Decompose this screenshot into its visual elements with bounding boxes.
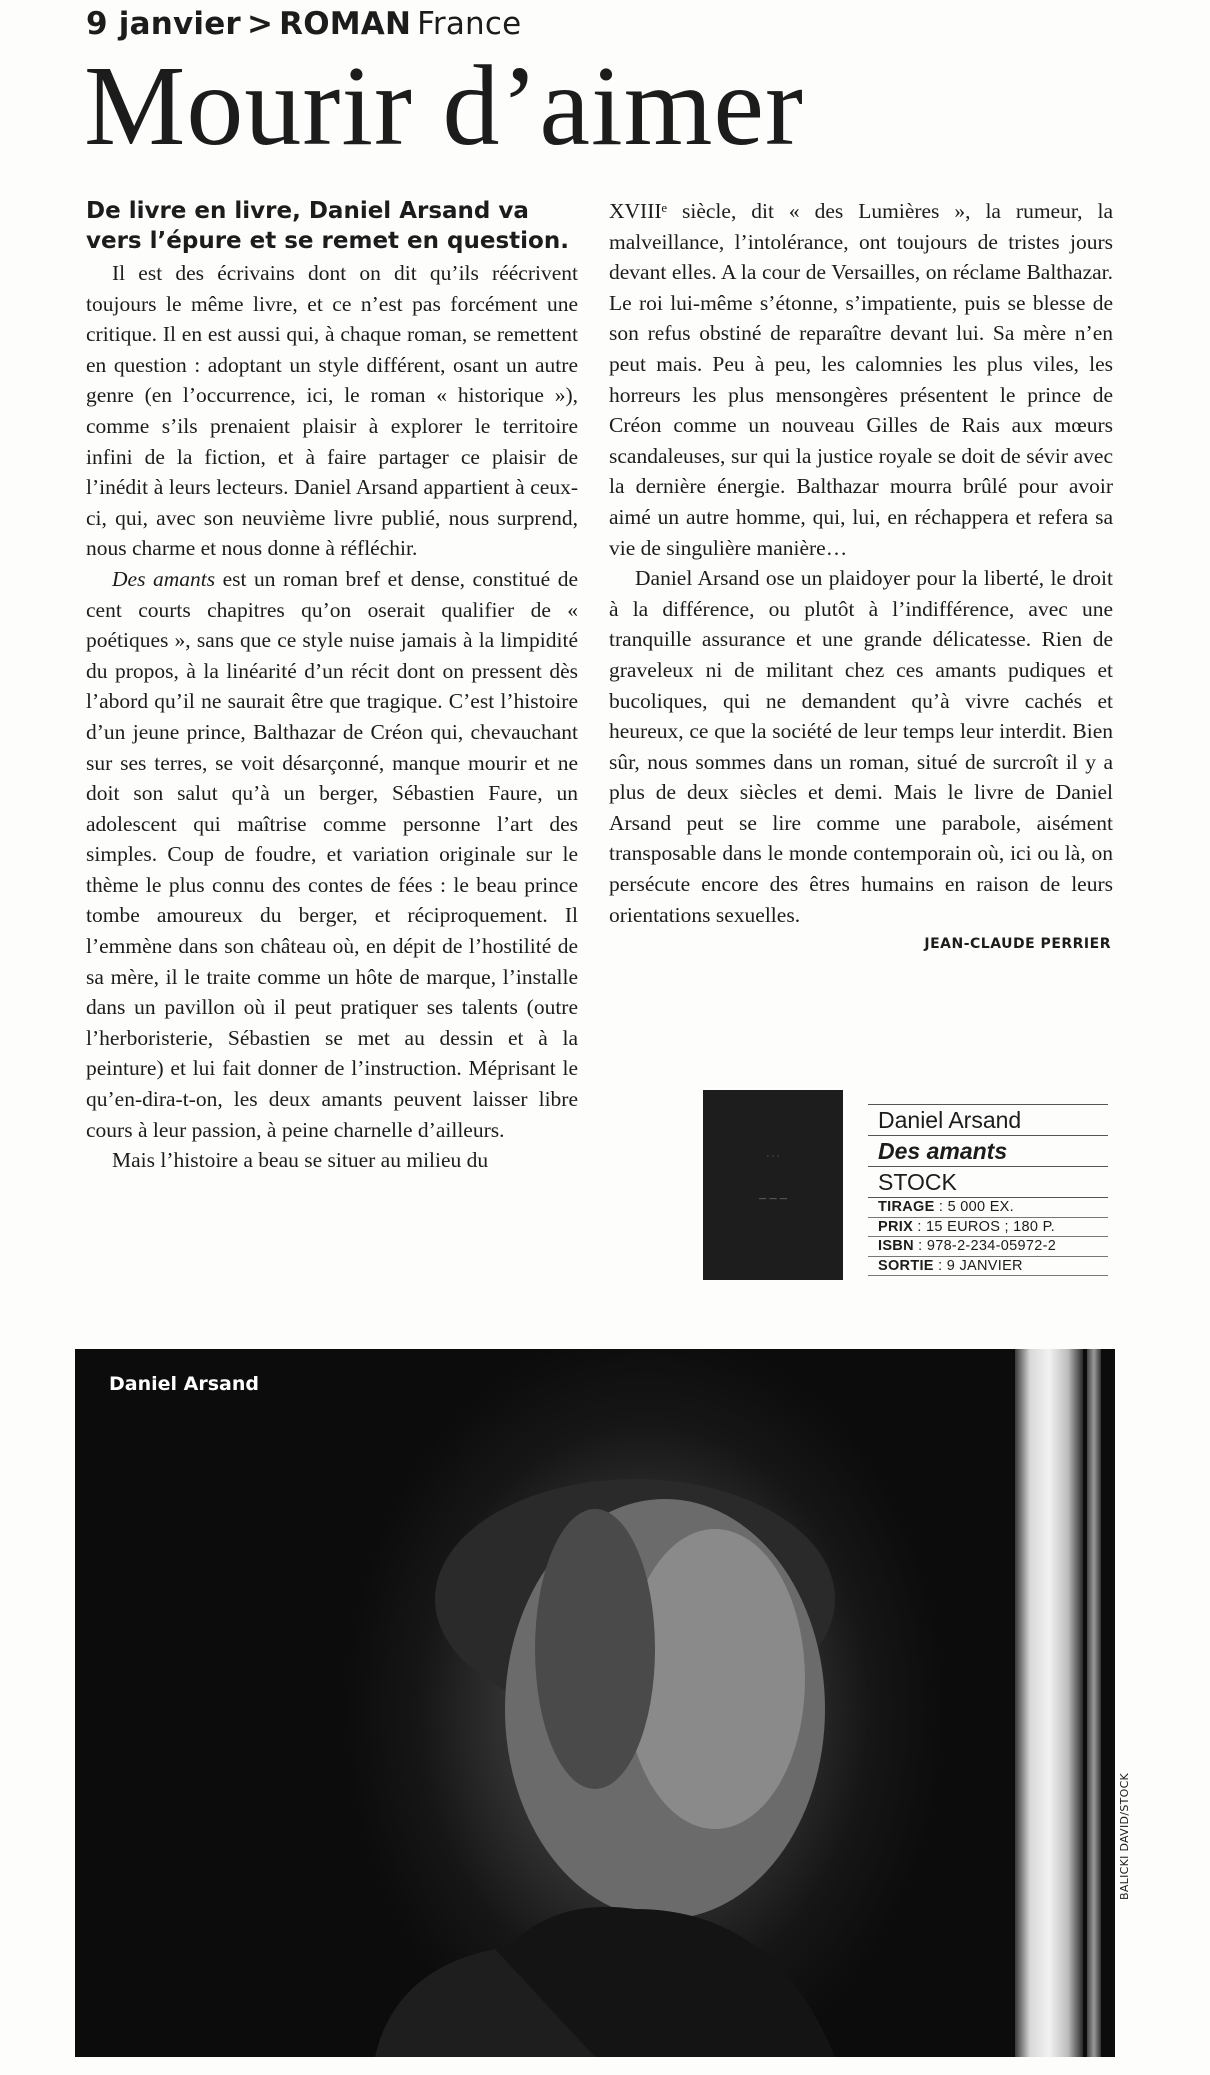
meta-value: 5 000 EX.: [947, 1199, 1014, 1215]
paragraph: Daniel Arsand ose un plaidoyer pour la liberté, le droit à la différence, ou plutôt à l’indifférence, avec une tranquille assurance et une grande délicatesse. Rien de graveleux ni de militant chez ces amants pudiques et bucoliques, qui ne demandent qu’à vivre cachés et heureux, ce que la société de leur temps leur interdit. Bien sûr, nous sommes dans un roman, situé de surcroît il y a plus de deux siècles et demi. Mais le livre de Daniel Arsand peut se lire comme une parabole, aisément transposable dans le monde contemporain où, ici ou là, on persécute encore des êtres humains en raison de leurs orientations sexuelles.: [609, 566, 1113, 927]
issue-date: 9 janvier: [86, 6, 241, 42]
article-column-right: [609, 196, 1113, 952]
book-tirage: TIRAGE : 5 000 EX.: [868, 1198, 1108, 1218]
book-cover-image: [703, 1090, 843, 1280]
photo-caption: Daniel Arsand: [109, 1373, 259, 1395]
book-author: Daniel Arsand: [868, 1104, 1108, 1136]
paragraph: [86, 564, 578, 1145]
book-title-inline: Des amants: [112, 566, 216, 591]
book-publisher: STOCK: [868, 1167, 1108, 1198]
meta-value: 15 EUROS ; 180 P.: [926, 1218, 1056, 1235]
portrait-silhouette: [75, 1349, 1115, 2057]
birch-trunk: [1015, 1349, 1083, 2057]
rubric-label: ROMAN: [279, 6, 412, 42]
section-kicker: [86, 6, 521, 42]
country-label: France: [417, 6, 522, 42]
book-info-card: [868, 1104, 1108, 1276]
birch-trunk-thin: [1087, 1349, 1101, 2057]
author-signature: JEAN-CLAUDE PERRIER: [924, 936, 1111, 953]
article-body-left: [86, 258, 578, 1176]
meta-label: PRIX: [878, 1218, 914, 1235]
cover-decoration: — — —: [758, 1194, 788, 1203]
article-column-left: [86, 196, 578, 1176]
meta-value: 9 JANVIER: [946, 1257, 1023, 1274]
paragraph: Il est des écrivains dont on dit qu’ils réécrivent toujours le même livre, et ce n’est pas forcément une critique. Il en est aussi qui, à chaque roman, se remettent en question : adoptant un style différent, osant un autre genre (en l’occurrence, ici, le roman « historique »), comme s’ils prenaient plaisir à explorer le territoire infini de la fiction, et à faire partager ce plaisir de l’inédit à leurs lecteurs. Daniel Arsand appartient à ceux-ci, qui, avec son neuvième livre publié, nous surprend, nous charme et nous donne à réfléchir.: [86, 261, 578, 561]
meta-label: ISBN: [878, 1238, 914, 1254]
book-isbn: ISBN : 978-2-234-05972-2: [868, 1237, 1108, 1257]
kicker-separator: >: [246, 6, 274, 42]
paragraph-text: est un roman bref et dense, constitué de cent courts chapitres qu’on oserait qualifier de « poétiques », sans que ce style nuise jamais à la limpidité du propos, à la linéarité d’un récit dont on pressent dès l’abord qu’il ne saurait être que tragique. C’est l’histoire d’un jeune prince, Balthazar de Créon qui, chevauchant sur ses terres, se voit désarçonné, manque mourir et ne doit son salut qu’à un berger, Sébastien Faure, un adolescent qui maîtrise comme personne l’art des simples. Coup de foudre, et variation originale sur le thème le plus connu des contes de fées : le beau prince tombe amoureux du berger, et réciproquement. Il l’emmène dans son château où, en dépit de l’hostilité de sa mère, il le traite comme un hôte de marque, l’installe dans un pavillon où il peut pratiquer ses talents (outre l’herboristerie, Sébastien se met au dessin et à la peinture) et lui fait donner de l’instruction. Méprisant le qu’en-dira-t-on, les deux amants peuvent laisser libre cours à leur passion, à peine charnelle d’ailleurs.: [86, 566, 578, 1142]
meta-value: 978-2-234-05972-2: [926, 1238, 1057, 1254]
photo-credit: BALICKI DAVID/STOCK: [1118, 1772, 1131, 1900]
article-chapo: De livre en livre, Daniel Arsand va vers l’épure et se remet en question.: [86, 198, 569, 254]
article-body-right: [609, 196, 1113, 930]
meta-label: SORTIE: [878, 1257, 934, 1274]
book-sortie: SORTIE : 9 JANVIER: [868, 1257, 1108, 1277]
article-headline: Mourir d’aimer: [84, 42, 804, 169]
book-title: Des amants: [868, 1136, 1108, 1167]
paragraph: XVIIIᵉ siècle, dit « des Lumières », la rumeur, la malveillance, l’intolérance, ont toujours de tristes jours devant elles. A la cour de Versailles, on réclame Balthazar. Le roi lui-même s’étonne, s’impatiente, puis se blesse de son refus obstiné de reparaître devant lui. Sa mère n’en peut mais. Peu à peu, les calomnies les plus viles, les horreurs les plus mensongères présentent le prince de Créon comme un nouveau Gilles de Rais aux mœurs scandaleuses, sur qui la justice royale se doit de sévir avec la dernière énergie. Balthazar mourra brûlé pour avoir aimé un autre homme, qui, lui, en réchappera et refera sa vie de singulière manière…: [609, 199, 1113, 560]
author-portrait-photo: [75, 1349, 1115, 2057]
paragraph: Mais l’histoire a beau se situer au milieu du: [112, 1148, 489, 1173]
meta-label: TIRAGE: [878, 1199, 935, 1215]
cover-decoration: · · ·: [766, 1152, 780, 1161]
book-prix: PRIX : 15 EUROS ; 180 P.: [868, 1218, 1108, 1238]
